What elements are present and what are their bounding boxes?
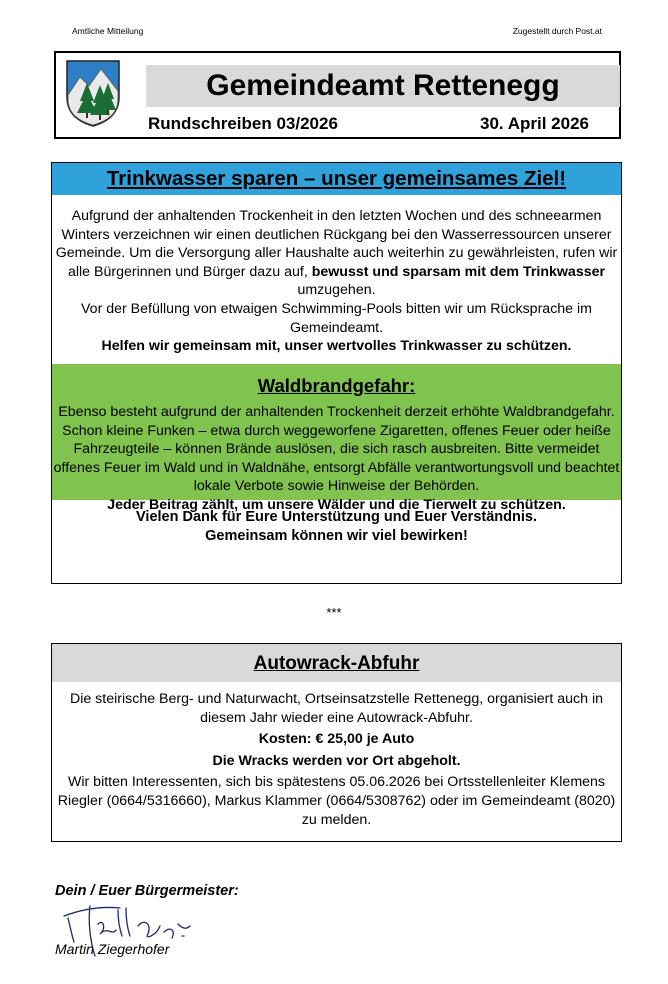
circular-number: Rundschreiben 03/2026 [148, 114, 338, 133]
mayor-name: Martin Ziegerhofer [55, 941, 170, 957]
car-wreck-cost: Kosten: € 25,00 je Auto [258, 731, 415, 748]
water-heading: Trinkwasser sparen – unser gemeinsames Ziel! [52, 163, 621, 195]
section-separator: *** [326, 605, 342, 620]
water-appeal: Helfen wir gemeinsam mit, unser wertvolles Trinkwasser zu schützen. [101, 338, 572, 355]
pool-notice: Vor der Befüllung von etwaigen Schwimming-Pools bitten wir um Rücksprache im Gemeindeamt. [81, 300, 592, 336]
car-wreck-pickup: Die Wracks werden vor Ort abgeholt. [212, 752, 461, 769]
thank-you-note [52, 508, 621, 546]
forest-fire-appeal: Jeder Beitrag zählt, um unsere Wälder und die Tierwelt zu schützen. [107, 496, 566, 513]
car-wreck-text [52, 682, 621, 829]
delivery-note: Zugestellt durch Post.at [512, 26, 602, 36]
car-wreck-registration: Wir bitten Interessenten, sich bis spätestens 05.06.2026 bei Ortsstellenleiter Klemens Riegler (0664/5316660), Markus Klammer (0664/5308762) oder im Gemeindeamt (8020) zu melden. [57, 774, 616, 828]
water-fire-notice-box [51, 162, 622, 584]
water-paragraph: Aufgrund der anhaltenden Trockenheit in den letzten Wochen und des schneearmen Winters verzeichnen wir einen deutlichen Rückgang bei den Wasserressourcen unserer Gemeinde. Um die Versorgung aller Haushalte auch weiterhin zu gewährleisten, rufen wir alle Bürgerinnen und Bürger dazu auf, [55, 208, 618, 280]
forest-fire-section [52, 364, 621, 513]
forest-fire-text [52, 403, 621, 515]
water-text [52, 195, 621, 356]
water-emphasis: bewusst und sparsam mit dem Trinkwasser [311, 263, 606, 280]
letterhead [54, 51, 621, 139]
mayor-signature-title: Dein / Euer Bürgermeister: [55, 883, 239, 899]
forest-fire-paragraph: Ebenso besteht aufgrund der anhaltenden Trockenheit derzeit erhöhte Waldbrandgefahr. Schon kleine Funken – etwa durch weggeworfene Zigaretten, offenes Feuer oder heiße Fahrzeugteile – können Brände auslösen, die sich rasch ausbreiten. Bitte vermeidet offenes Feuer im Wald und in Waldnähe, entsorgt Abfälle verantwortungsvoll und beachtet lokale Verbote sowie Hinweise der Behörden. [53, 404, 620, 495]
municipality-title: Gemeindeamt Rettenegg [206, 69, 560, 102]
issue-date: 30. April 2026 [480, 114, 589, 133]
forest-fire-heading: Waldbrandgefahr: [257, 375, 416, 396]
thanks-line-1: Vielen Dank für Eure Unterstützung und Euer Verständnis. [136, 509, 537, 525]
thanks-line-2: Gemeinsam können wir viel bewirken! [205, 527, 468, 544]
title-bar [146, 65, 620, 107]
car-wreck-intro: Die steirische Berg- und Naturwacht, Ortseinsatzstelle Rettenegg, organisiert auch in diesem Jahr wieder eine Autowrack-Abfuhr. [69, 691, 604, 726]
car-wreck-heading: Autowrack-Abfuhr [52, 644, 621, 682]
water-paragraph-end: umzugehen. [297, 282, 376, 299]
municipal-crest-icon [65, 59, 121, 127]
official-notice-label: Amtliche Mitteilung [72, 26, 144, 36]
car-wreck-notice-box [51, 643, 622, 842]
